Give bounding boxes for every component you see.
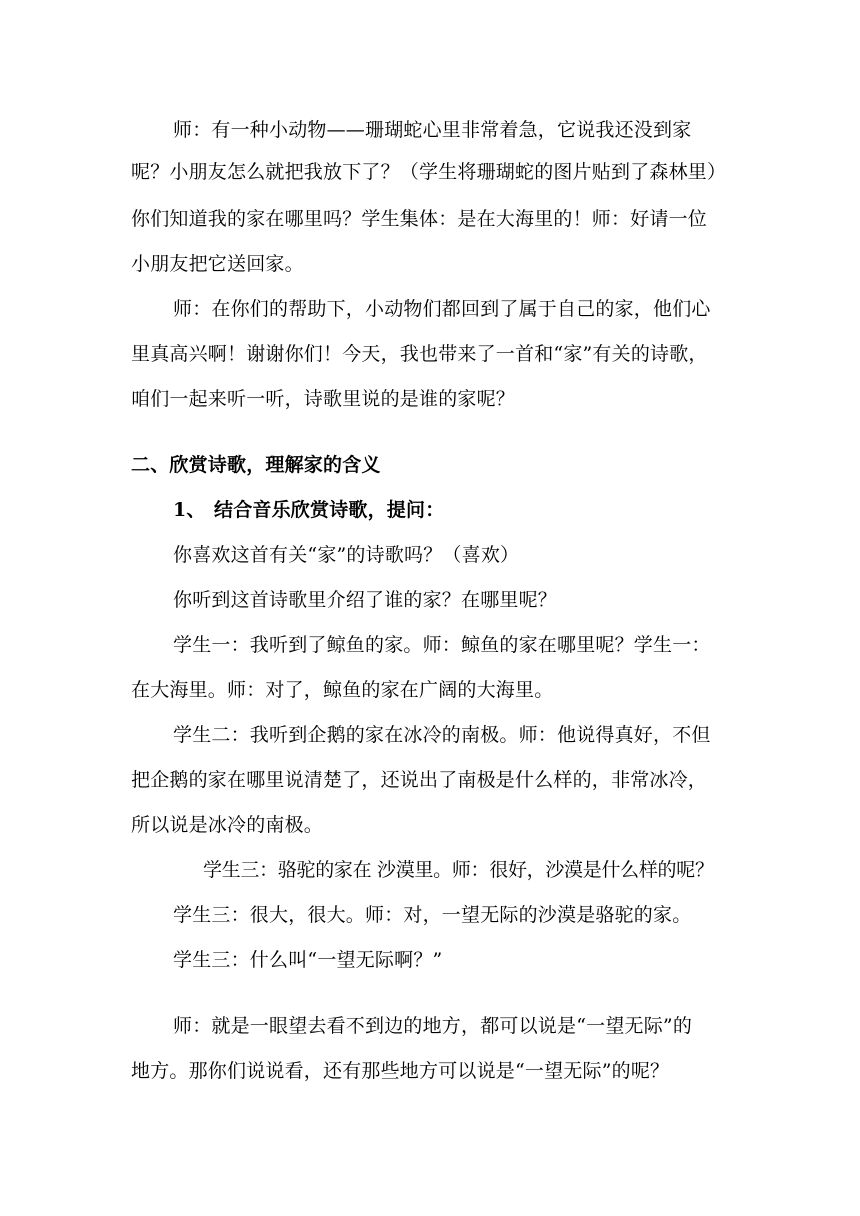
subheading-number: 1、	[173, 499, 206, 521]
student-3-line-3: 学生三：什么叫“一望无际啊？”	[173, 949, 443, 971]
paragraph-2-line-2: 里真高兴啊！谢谢你们！今天，我也带来了一首和“家”有关的诗歌，	[131, 343, 708, 365]
student-1-line-1: 学生一：我听到了鲸鱼的家。师：鲸鱼的家在哪里呢？学生一：	[173, 634, 711, 656]
paragraph-1-line-2: 呢？小朋友怎么就把我放下了？（学生将珊瑚蛇的图片贴到了森林里）	[131, 161, 727, 183]
paragraph-2-line-3: 咱们一起来听一听，诗歌里说的是谁的家呢？	[131, 388, 516, 410]
student-3-line-1: 学生三：骆驼的家在 沙漠里。师：很好，沙漠是什么样的呢？	[203, 859, 714, 881]
teacher-final-line-1: 师：就是一眼望去看不到边的地方，都可以说是“一望无际”的	[173, 1015, 693, 1037]
student-2-line-2: 把企鹅的家在哪里说清楚了，还说出了南极是什么样的，非常冰冷，	[131, 769, 708, 791]
paragraph-1-line-3: 你们知道我的家在哪里吗？学生集体：是在大海里的！师：好请一位	[131, 208, 708, 230]
section-heading: 二、欣赏诗歌，理解家的含义	[131, 454, 381, 476]
paragraph-1-line-1: 师：有一种小动物——珊瑚蛇心里非常着急，它说我还没到家	[173, 119, 692, 141]
student-2-line-1: 学生二：我听到企鹅的家在冰冷的南极。师：他说得真好，不但	[173, 724, 711, 746]
student-3-line-2: 学生三：很大，很大。师：对，一望无际的沙漠是骆驼的家。	[173, 904, 692, 926]
student-2-line-3: 所以说是冰冷的南极。	[131, 814, 324, 836]
paragraph-1-line-4: 小朋友把它送回家。	[131, 253, 304, 275]
question-2: 你听到这首诗歌里介绍了谁的家？在哪里呢？	[173, 589, 558, 611]
question-1: 你喜欢这首有关“家”的诗歌吗？（喜欢）	[173, 544, 520, 566]
student-1-line-2: 在大海里。师：对了，鲸鱼的家在广阔的大海里。	[131, 679, 554, 701]
teacher-final-line-2: 地方。那你们说说看，还有那些地方可以说是“一望无际”的呢？	[131, 1060, 670, 1082]
paragraph-2-line-1: 师：在你们的帮助下，小动物们都回到了属于自己的家，他们心	[173, 298, 711, 320]
subheading-text: 结合音乐欣赏诗歌，提问：	[214, 499, 445, 521]
